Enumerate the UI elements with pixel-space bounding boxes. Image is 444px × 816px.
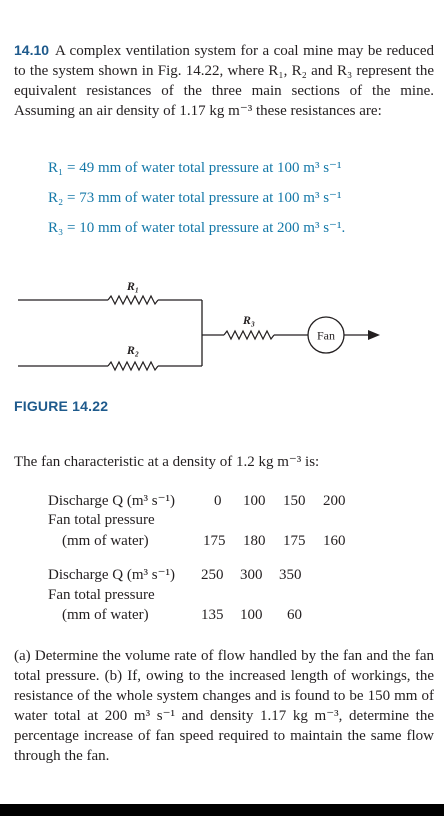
table2-discharge-label: Discharge Q (m³ s⁻¹) [48, 567, 176, 583]
fan-characteristic-intro: The fan characteristic at a density of 1.2 kg m⁻³ is: [14, 454, 320, 470]
table2-pressure-value: 135 [201, 607, 224, 623]
top-border [0, 0, 444, 10]
table1-pressure-value: 160 [323, 533, 346, 549]
bottom-border [0, 804, 444, 816]
figure-caption: FIGURE 14.22 [14, 398, 109, 414]
fan-label: Fan [317, 328, 335, 343]
label-r2: R₂ [126, 343, 140, 357]
table2-pressure-label-a: Fan total pressure [48, 587, 155, 603]
table2-pressure-value: 60 [287, 607, 302, 623]
ventilation-network-diagram [0, 268, 444, 388]
resistance-r3: R₃ = 10 mm of water total pressure at 200 m³ s⁻¹. [48, 220, 346, 236]
label-r1: R₁ [126, 279, 140, 293]
table1-discharge-value: 150 [283, 493, 306, 509]
table1-discharge-value: 100 [243, 493, 266, 509]
table1-pressure-value: 180 [243, 533, 266, 549]
table2-pressure-label-b: (mm of water) [62, 607, 149, 623]
table1-discharge-label: Discharge Q (m³ s⁻¹) [48, 493, 176, 509]
resistor-r2 [108, 362, 158, 370]
arrow-right-icon [368, 330, 380, 340]
table1-discharge-value: 0 [214, 493, 222, 509]
table2-discharge-value: 350 [279, 567, 302, 583]
resistance-r1: R₁ = 49 mm of water total pressure at 100 m³ s⁻¹ [48, 160, 342, 176]
problem-statement [14, 40, 434, 121]
table2-discharge-value: 250 [201, 567, 224, 583]
table1-pressure-value: 175 [203, 533, 226, 549]
table1-discharge-value: 200 [323, 493, 346, 509]
problem-questions: (a) Determine the volume rate of flow handled by the fan and the fan total pressure. (b) If, owing to the increased length of workings, the resistance of the whole system changes and is found to be 150 mm of water total at 200 m³ s⁻¹ and density 1.17 kg m⁻³, determine the percentage increase of fan speed required to maintain the same flow through the fan. [14, 648, 434, 764]
label-r3: R₃ [242, 313, 256, 327]
resistance-r2: R₂ = 73 mm of water total pressure at 100 m³ s⁻¹ [48, 190, 342, 206]
resistor-r1 [108, 296, 158, 304]
table1-pressure-label-b: (mm of water) [62, 533, 149, 549]
table1-pressure-label-a: Fan total pressure [48, 512, 155, 528]
table1-pressure-value: 175 [283, 533, 306, 549]
table2-pressure-value: 100 [240, 607, 263, 623]
problem-number: 14.10 [14, 42, 50, 58]
resistor-r3 [224, 331, 274, 339]
problem-intro: A complex ventilation system for a coal mine may be reduced to the system shown in Fig. 14.22, where R₁, R₂ and R₃ represent the equivalent resistances of the three main sections of the mine. Assuming an air density of 1.17 kg m⁻³ these resistances are: [14, 43, 434, 119]
table2-discharge-value: 300 [240, 567, 263, 583]
